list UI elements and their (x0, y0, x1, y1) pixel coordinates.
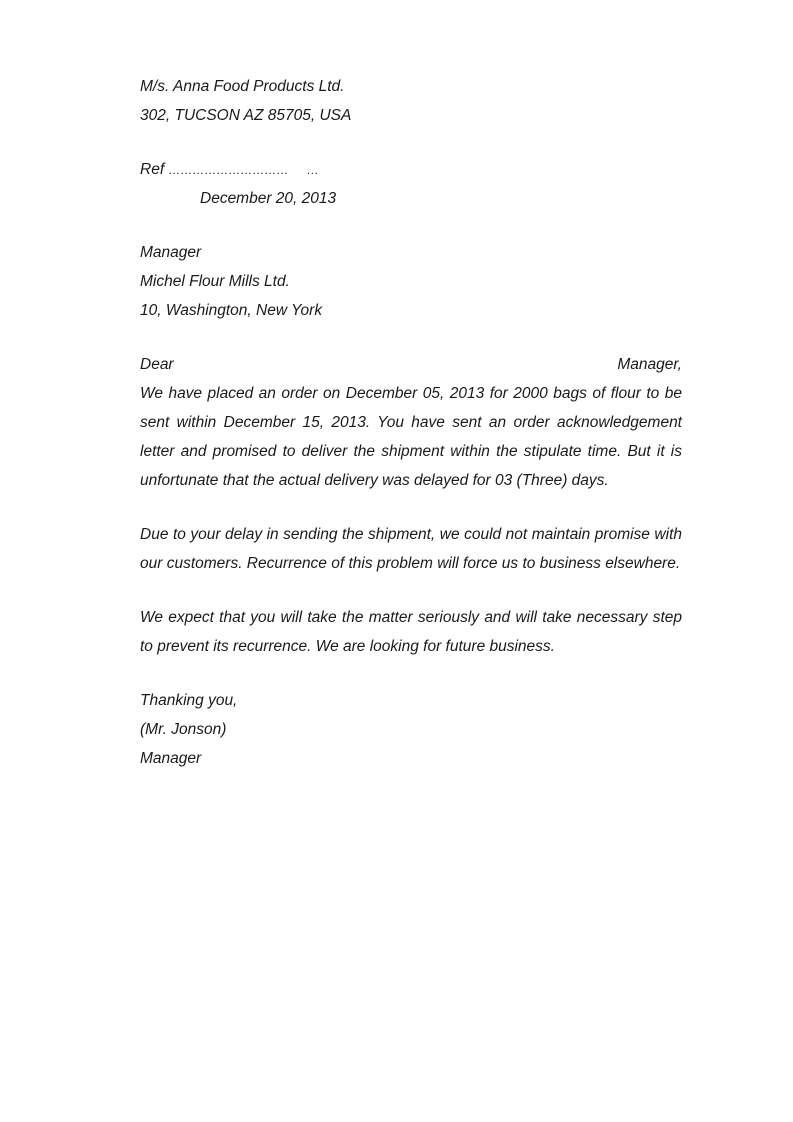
ref-dots: ………………………… (168, 163, 289, 177)
sender-address: 302, TUCSON AZ 85705, USA (140, 107, 352, 124)
closing-signer: (Mr. Jonson) (140, 721, 227, 738)
letter (140, 72, 682, 773)
body-paragraph-1: We have placed an order on December 05, 2013 for 2000 bags of flour to be sent within December 15, 2013. You have sent an order acknowledgement letter and promised to deliver the shipment within the stipulate time. But it is unfortunate that the actual delivery was delayed for 03 (Three) days. (140, 385, 682, 489)
body-paragraph-3: We expect that you will take the matter seriously and will take necessary step to prevent its recurrence. We are looking for future business. (140, 609, 682, 655)
closing-thanks: Thanking you, (140, 692, 238, 709)
closing-designation: Manager (140, 750, 202, 767)
sender-name: M/s. Anna Food Products Ltd. (140, 78, 345, 95)
ref-label: Ref (140, 161, 165, 178)
recipient-title: Manager (140, 244, 202, 261)
ref-line (140, 155, 682, 184)
recipient-address: 10, Washington, New York (140, 302, 323, 319)
salutation (140, 350, 682, 379)
body-paragraph-2: Due to your delay in sending the shipment, we could not maintain promise with our customers. Recurrence of this problem will force us to business elsewhere. (140, 526, 682, 572)
salutation-left: Dear (140, 356, 174, 373)
letter-date: December 20, 2013 (200, 190, 337, 207)
recipient-company: Michel Flour Mills Ltd. (140, 273, 290, 290)
ref-dots-2: … (306, 163, 319, 177)
salutation-right: Manager, (617, 356, 682, 373)
